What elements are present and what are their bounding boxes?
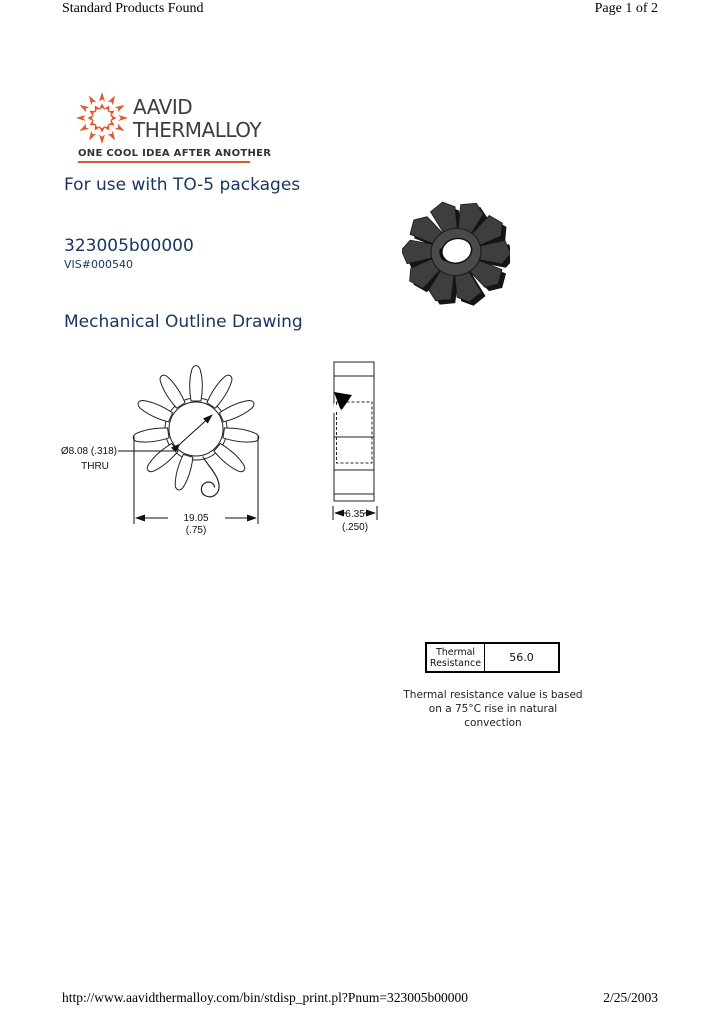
- section-title: Mechanical Outline Drawing: [64, 312, 303, 332]
- hole-diameter-label: Ø8.08 (.318): [60, 446, 117, 457]
- part-number: 323005b00000: [64, 236, 194, 256]
- logo-name-line2: THERMALLOY: [133, 118, 262, 142]
- starburst-logo-icon: [75, 88, 129, 148]
- thickness-mm: 6.35: [345, 509, 365, 520]
- clip-hook: [201, 457, 219, 497]
- width-in: (.75): [185, 525, 207, 536]
- logo-tagline: ONE COOL IDEA AFTER ANOTHER: [78, 148, 272, 159]
- footer-url: http://www.aavidthermalloy.com/bin/stdisp_print.pl?Pnum=323005b00000: [62, 990, 468, 1005]
- page-indicator: Page 1 of 2: [594, 1, 658, 16]
- thermal-note-line: Thermal resistance value is based: [403, 689, 583, 701]
- vis-number: VIS#000540: [64, 258, 133, 271]
- thermal-note: [403, 688, 583, 730]
- thermal-note-line: on a 75°C rise in natural: [428, 703, 558, 715]
- side-view: [333, 362, 374, 501]
- product-headline: For use with TO-5 packages: [64, 175, 301, 195]
- mechanical-outline-drawing: [55, 355, 395, 540]
- heatsink-photo: [402, 192, 510, 310]
- thermal-label-cell: Thermal Resistance: [427, 644, 485, 671]
- footer-date: 2/25/2003: [603, 990, 658, 1005]
- width-mm: 19.05: [183, 513, 209, 524]
- tagline-rule: [78, 161, 250, 163]
- top-view-star: [118, 366, 260, 497]
- thermal-value-cell: 56.0: [509, 651, 534, 664]
- thermal-resistance-table: [425, 642, 560, 673]
- logo-wordmark: [133, 96, 261, 142]
- thermal-note-line: convection: [464, 717, 522, 729]
- hole-thru-label: THRU: [81, 461, 109, 472]
- thickness-in: (.250): [341, 522, 369, 533]
- document-title: Standard Products Found: [62, 1, 204, 16]
- logo-name-line1: AAVID: [133, 95, 193, 119]
